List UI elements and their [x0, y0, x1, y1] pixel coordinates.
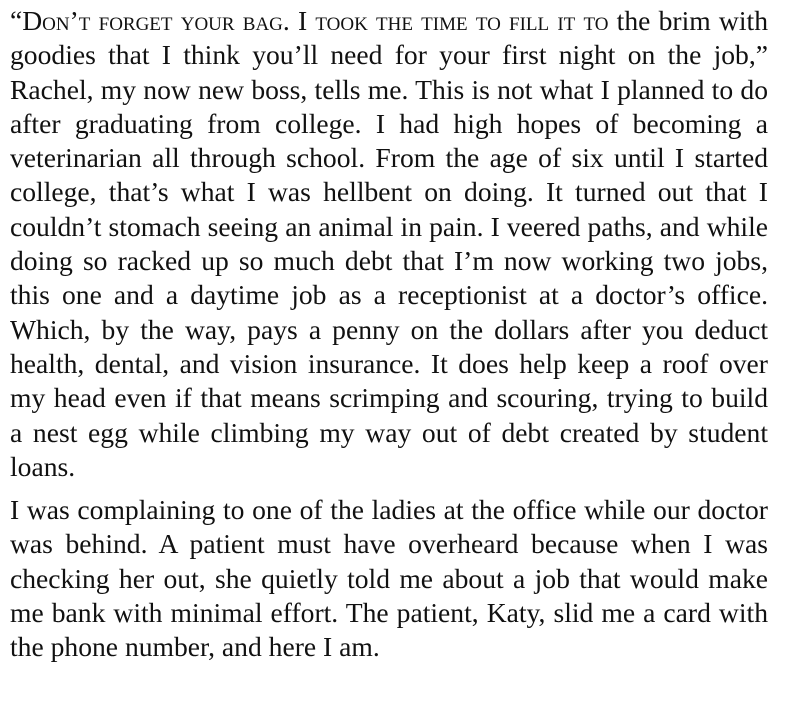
paragraph-1: [10, 4, 768, 484]
document-page: [10, 4, 768, 664]
paragraph-1-lead-in: “Don’t forget your bag. I took the time to fill it to: [10, 5, 609, 36]
paragraph-2: [10, 493, 768, 664]
paragraph-1-body: the brim with goodies that I think you’ll need for your first night on the job,” Rachel, my now new boss, tells me. This is not what I planned to do after graduating from college. I had high hopes of becoming a veterinarian all through school. From the age of six until I started college, that’s what I was hellbent on doing. It turned out that I couldn’t stomach seeing an animal in pain. I veered paths, and while doing so racked up so much debt that I’m now working two jobs, this one and a daytime job as a receptionist at a doctor’s office. Which, by the way, pays a penny on the dollars after you deduct health, dental, and vision insurance. It does help keep a roof over my head even if that means scrimping and scouring, trying to build a nest egg while climbing my way out of debt created by student loans.: [10, 5, 768, 482]
paragraph-2-body: I was complaining to one of the ladies at the office while our doctor was behind. A patient must have overheard because when I was checking her out, she quietly told me about a job that would make me bank with minimal effort. The patient, Katy, slid me a card with the phone number, and here I am.: [10, 493, 768, 663]
